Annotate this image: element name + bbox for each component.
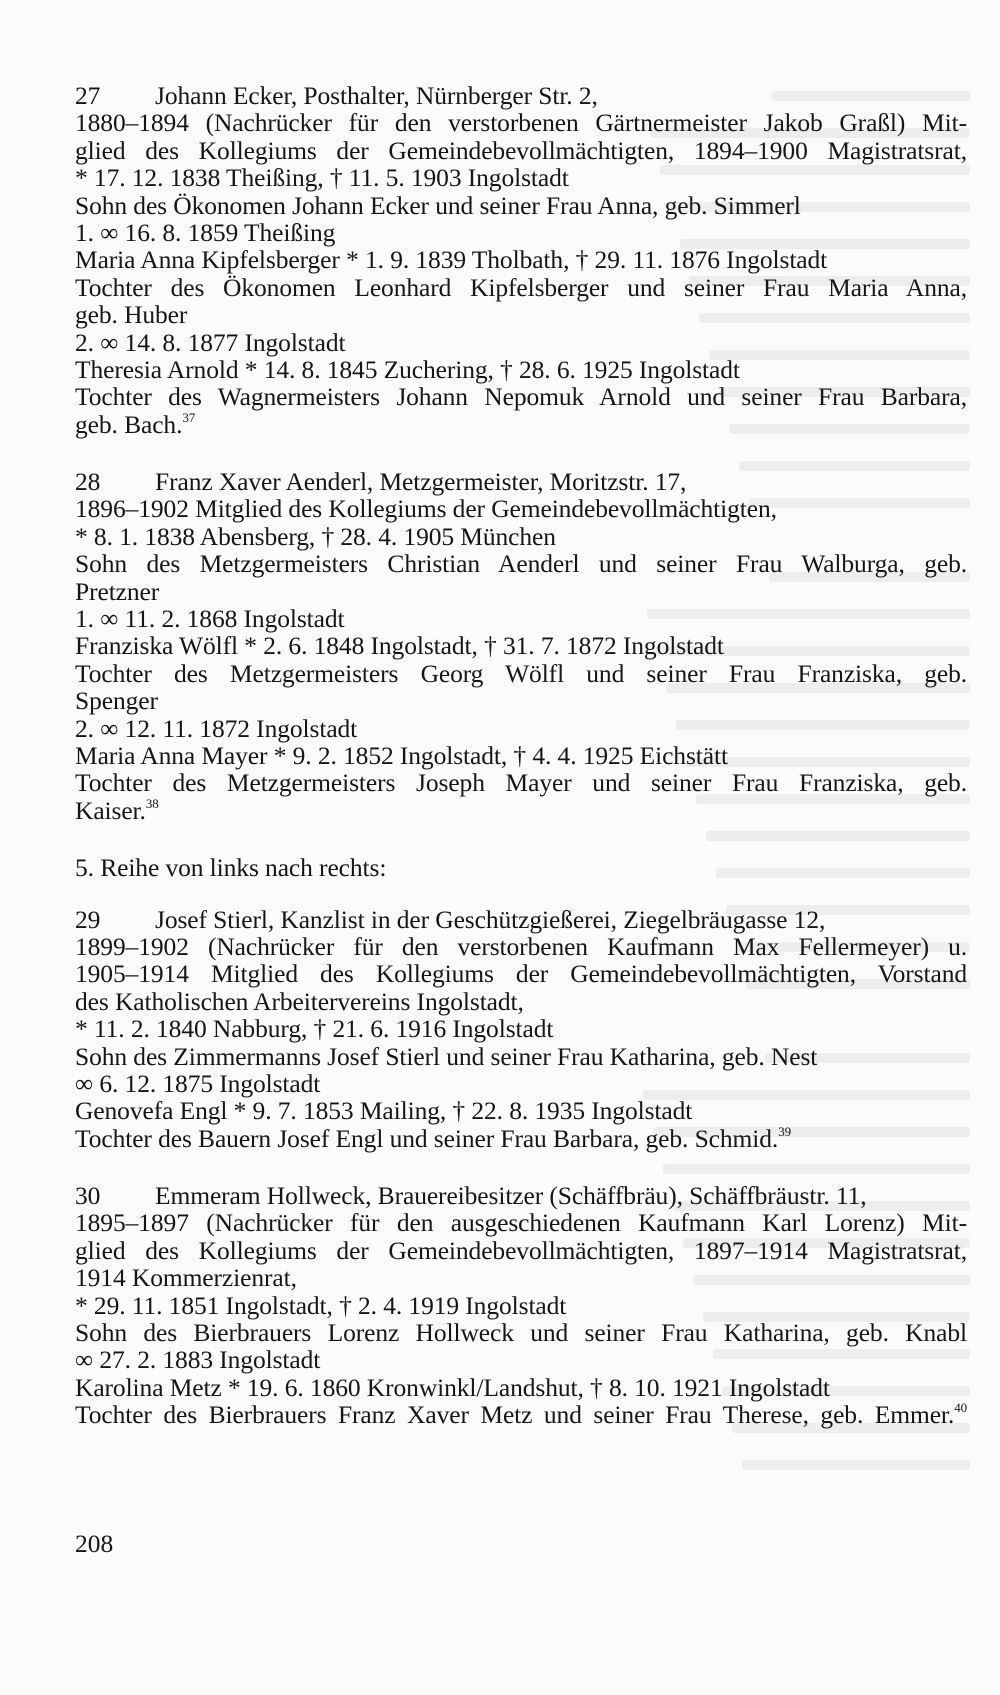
entries-block-2 bbox=[75, 906, 967, 1429]
entry-text: Maria Anna Kipfelsberger * 1. 9. 1839 Tholbath, † 29. 11. 1876 Ingolstadt bbox=[75, 245, 828, 275]
entry-text: Sohn des Bierbrauers Lorenz Hollweck und seiner Frau Katharina, geb. Knabl bbox=[75, 1318, 967, 1348]
entry-text: 1899–1902 (Nachrücker für den verstorbenen Kaufmann Max Fellermeyer) u. bbox=[75, 931, 967, 961]
entry-number: 27 bbox=[75, 81, 101, 110]
entry-number: 28 bbox=[75, 467, 101, 497]
entry-text: * 17. 12. 1838 Theißing, † 11. 5. 1903 Ingolstadt bbox=[75, 163, 569, 193]
entries-block-1 bbox=[75, 82, 967, 824]
entry-line bbox=[75, 356, 967, 383]
entry-text: Franz Xaver Aenderl, Metzgermeister, Moritzstr. 17, bbox=[155, 467, 687, 497]
footnote-ref: 40 bbox=[954, 1400, 967, 1416]
entry-text: geb. Bach. bbox=[75, 409, 183, 439]
entry-line bbox=[75, 495, 967, 522]
entry-line bbox=[75, 1264, 967, 1291]
entry-line bbox=[75, 1125, 967, 1152]
entry-heading bbox=[75, 1182, 967, 1209]
entry-text: 1896–1902 Mitglied des Kollegiums der Gemeindebevollmächtigten, bbox=[75, 494, 777, 524]
entry-text: 1914 Kommerzienrat, bbox=[75, 1263, 297, 1293]
entry bbox=[75, 1182, 967, 1429]
footnote-ref: 39 bbox=[778, 1123, 792, 1139]
entry-line bbox=[75, 632, 967, 659]
entry-text: Emmeram Hollweck, Brauereibesitzer (Schäffbräu), Schäffbräustr. 11, bbox=[155, 1181, 867, 1211]
entry-line bbox=[75, 1319, 967, 1346]
entry-line bbox=[75, 933, 967, 960]
entry-heading bbox=[75, 82, 967, 109]
entry-line bbox=[75, 742, 967, 769]
entry bbox=[75, 82, 967, 438]
entry-line bbox=[75, 1209, 967, 1236]
entry-text: 1905–1914 Mitglied des Kollegiums der Gemeindebevollmächtigten, Vorstand bbox=[75, 959, 967, 989]
entry-line bbox=[75, 578, 967, 605]
entry-number: 30 bbox=[75, 1181, 101, 1211]
entry-text: Sohn des Zimmermanns Josef Stierl und seiner Frau Katharina, geb. Nest bbox=[75, 1041, 818, 1071]
entry-line bbox=[75, 988, 967, 1015]
entry-text: Theresia Arnold * 14. 8. 1845 Zuchering, † 28. 6. 1925 Ingolstadt bbox=[75, 354, 740, 384]
entry-text: ∞ 27. 2. 1883 Ingolstadt bbox=[75, 1345, 321, 1375]
entry-line bbox=[75, 219, 967, 246]
entry-text: Josef Stierl, Kanzlist in der Geschützgießerei, Ziegelbräugasse 12, bbox=[155, 904, 826, 934]
entry-line bbox=[75, 109, 967, 136]
entry-line bbox=[75, 960, 967, 987]
entry-text: Johann Ecker, Posthalter, Nürnberger Str. 2, bbox=[155, 81, 598, 110]
entry-line bbox=[75, 797, 967, 824]
entry-text: 1880–1894 (Nachrücker für den verstorbenen Gärtnermeister Jakob Graßl) Mit- bbox=[75, 108, 967, 138]
entry-heading bbox=[75, 468, 967, 495]
entry-line bbox=[75, 301, 967, 328]
entry-line bbox=[75, 1374, 967, 1401]
entry-line bbox=[75, 192, 967, 219]
entry-text: Tochter des Ökonomen Leonhard Kipfelsberger und seiner Frau Maria Anna, bbox=[75, 272, 967, 302]
document-page bbox=[75, 82, 967, 1429]
entry-text: des Katholischen Arbeitervereins Ingolstadt, bbox=[75, 986, 524, 1016]
entry-text: * 29. 11. 1851 Ingolstadt, † 2. 4. 1919 Ingolstadt bbox=[75, 1290, 567, 1320]
entry-line bbox=[75, 1015, 967, 1042]
entry-line bbox=[75, 137, 967, 164]
entry-text: 1895–1897 (Nachrücker für den ausgeschiedenen Kaufmann Karl Lorenz) Mit- bbox=[75, 1208, 967, 1238]
entry-text: 1. ∞ 11. 2. 1868 Ingolstadt bbox=[75, 604, 345, 634]
entry-text: 2. ∞ 14. 8. 1877 Ingolstadt bbox=[75, 327, 346, 357]
entry-line bbox=[75, 523, 967, 550]
entry-text: Tochter des Metzgermeisters Joseph Mayer und seiner Frau Franziska, geb. bbox=[75, 768, 967, 798]
entry-text: Spenger bbox=[75, 686, 158, 716]
entry-text: geb. Huber bbox=[75, 300, 188, 330]
entry-text: Franziska Wölfl * 2. 6. 1848 Ingolstadt, † 31. 7. 1872 Ingolstadt bbox=[75, 631, 724, 661]
entry-line bbox=[75, 1292, 967, 1319]
entry-line bbox=[75, 660, 967, 687]
footnote-ref: 38 bbox=[145, 795, 159, 811]
entry-line bbox=[75, 605, 967, 632]
entry-text: Tochter des Bierbrauers Franz Xaver Metz und seiner Frau Therese, geb. Emmer. bbox=[75, 1400, 955, 1430]
entry-line bbox=[75, 1043, 967, 1070]
entry-line bbox=[75, 246, 967, 273]
entry-text: 2. ∞ 12. 11. 1872 Ingolstadt bbox=[75, 713, 358, 743]
entry-heading bbox=[75, 906, 967, 933]
entry-line bbox=[75, 274, 967, 301]
entry-text: Sohn des Metzgermeisters Christian Aenderl und seiner Frau Walburga, geb. bbox=[75, 549, 967, 579]
entry-line bbox=[75, 329, 967, 356]
entry-text: Maria Anna Mayer * 9. 2. 1852 Ingolstadt, † 4. 4. 1925 Eichstätt bbox=[75, 740, 728, 770]
entry-text: Tochter des Wagnermeisters Johann Nepomuk Arnold und seiner Frau Barbara, bbox=[75, 382, 967, 412]
section-heading: 5. Reihe von links nach rechts: bbox=[75, 853, 387, 883]
entry bbox=[75, 906, 967, 1153]
entry-line bbox=[75, 1070, 967, 1097]
entry-text: * 8. 1. 1838 Abensberg, † 28. 4. 1905 München bbox=[75, 521, 556, 551]
entry-line bbox=[75, 411, 967, 438]
entry-line bbox=[75, 1237, 967, 1264]
entry-text: Karolina Metz * 19. 6. 1860 Kronwinkl/Landshut, † 8. 10. 1921 Ingolstadt bbox=[75, 1372, 830, 1402]
entry-line bbox=[75, 769, 967, 796]
entry-text: Genovefa Engl * 9. 7. 1853 Mailing, † 22. 8. 1935 Ingolstadt bbox=[75, 1096, 693, 1126]
entry-line bbox=[75, 1401, 967, 1428]
entry-line bbox=[75, 1097, 967, 1124]
entry-text: Tochter des Metzgermeisters Georg Wölfl und seiner Frau Franziska, geb. bbox=[75, 658, 967, 688]
entry-text: Pretzner bbox=[75, 576, 160, 606]
entry-line bbox=[75, 383, 967, 410]
entry-line bbox=[75, 164, 967, 191]
footnote-ref: 37 bbox=[182, 409, 196, 425]
entry-text: Kaiser. bbox=[75, 795, 146, 825]
entry-text: Tochter des Bauern Josef Engl und seiner Frau Barbara, geb. Schmid. bbox=[75, 1123, 779, 1153]
entry-line bbox=[75, 715, 967, 742]
entry-text: 1. ∞ 16. 8. 1859 Theißing bbox=[75, 217, 336, 247]
entry-text: glied des Kollegiums der Gemeindebevollmächtigten, 1897–1914 Magistratsrat, bbox=[75, 1235, 967, 1265]
entry-text: glied des Kollegiums der Gemeindebevollmächtigten, 1894–1900 Magistratsrat, bbox=[75, 135, 967, 165]
entry-text: ∞ 6. 12. 1875 Ingolstadt bbox=[75, 1068, 321, 1098]
entry bbox=[75, 468, 967, 824]
entry-text: * 11. 2. 1840 Nabburg, † 21. 6. 1916 Ingolstadt bbox=[75, 1014, 554, 1044]
entry-line bbox=[75, 687, 967, 714]
entry-line bbox=[75, 550, 967, 577]
entry-number: 29 bbox=[75, 904, 101, 934]
entry-line bbox=[75, 1346, 967, 1373]
page-number: 208 bbox=[75, 1529, 114, 1558]
entry-text: Sohn des Ökonomen Johann Ecker und seiner Frau Anna, geb. Simmerl bbox=[75, 190, 801, 220]
